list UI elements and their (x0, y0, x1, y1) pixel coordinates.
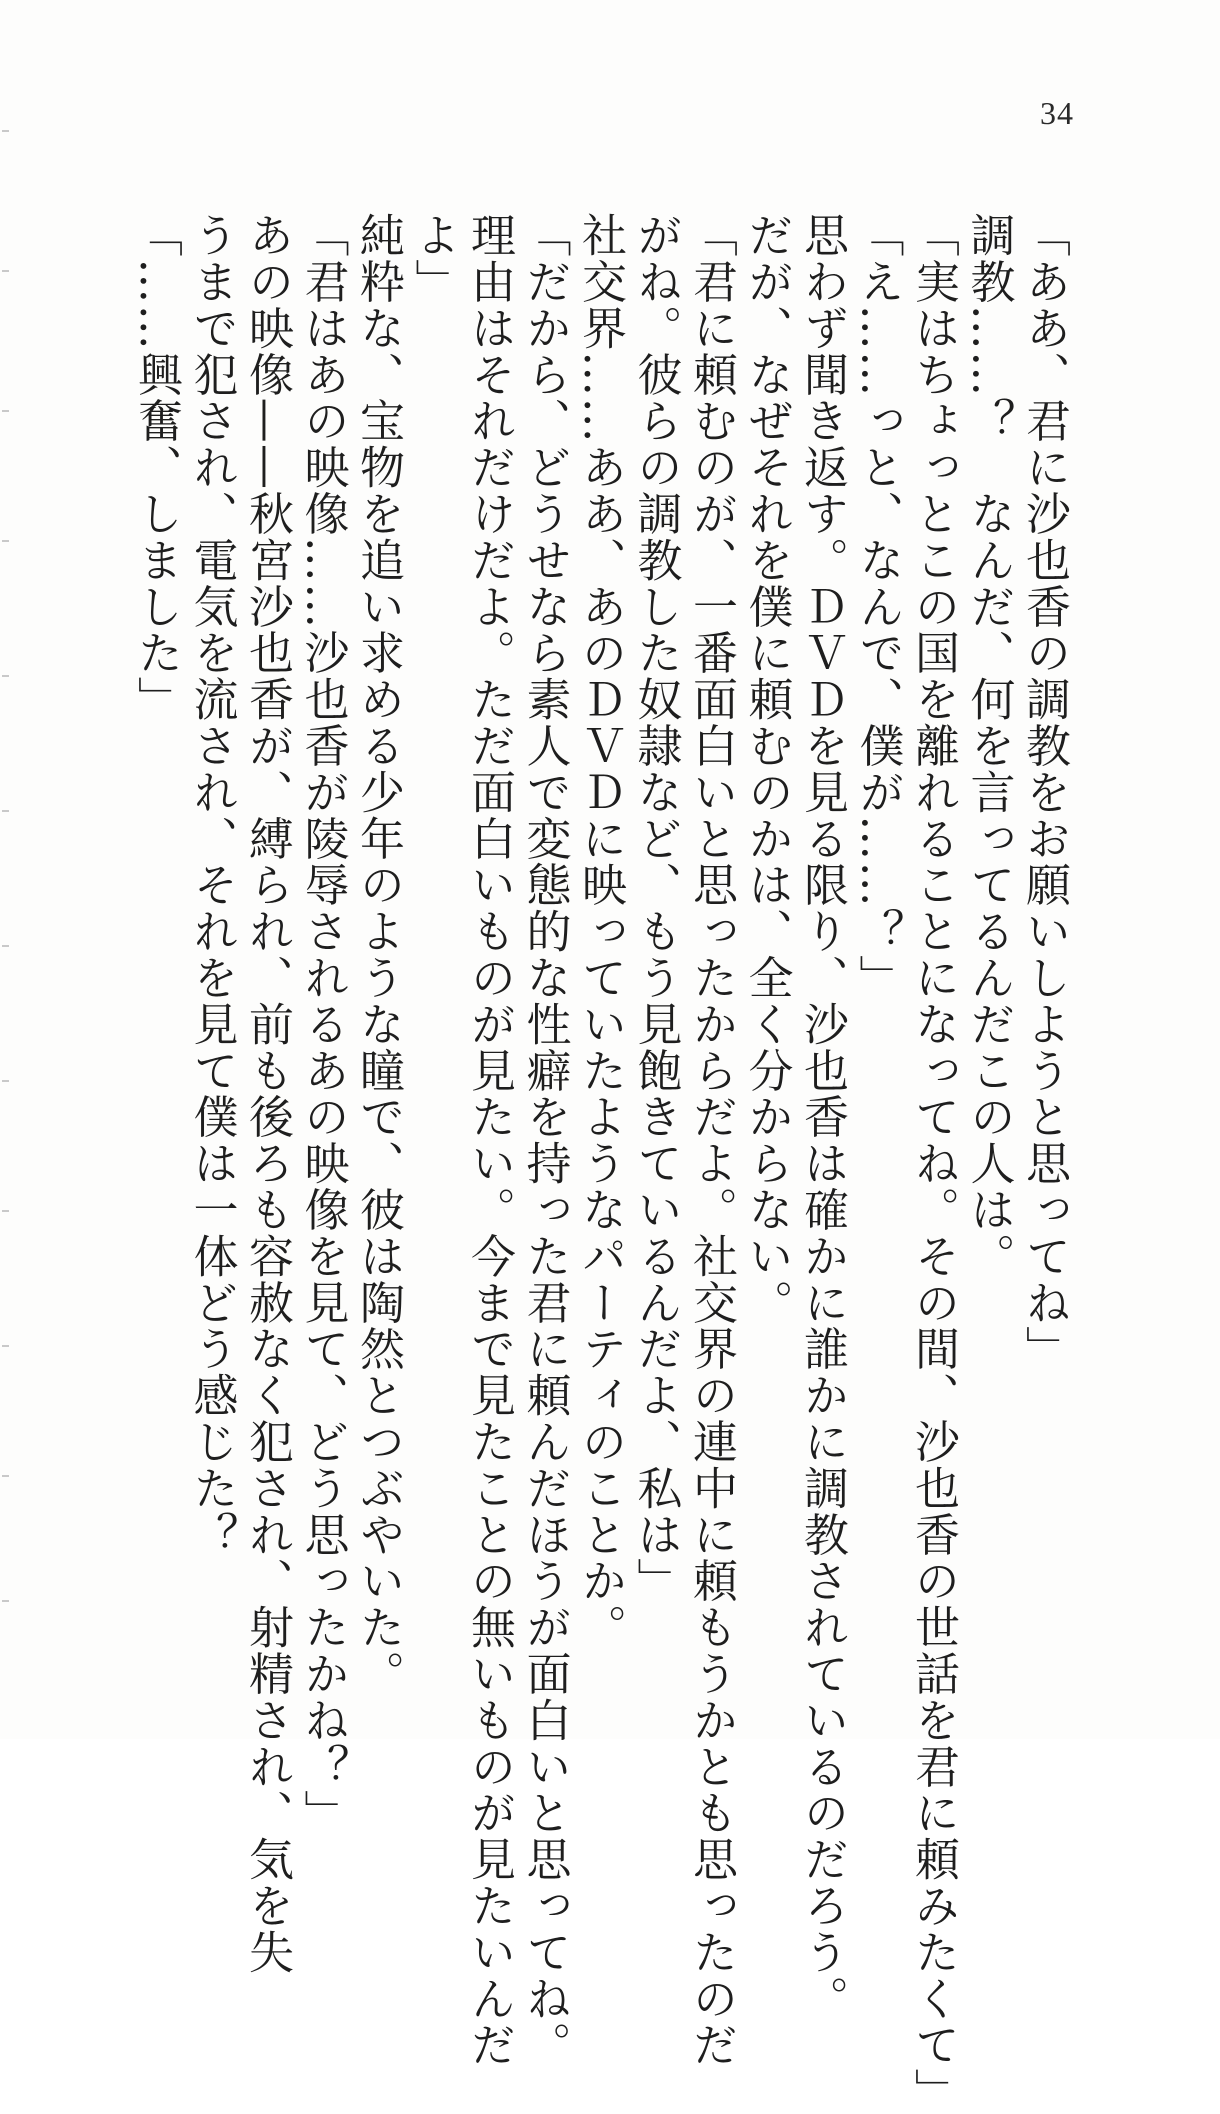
edge-tick (2, 945, 9, 947)
vertical-text-body (129, 212, 1073, 2114)
text-line: 「ああ、君に沙也香の調教をお願いしようと思ってね」 (1018, 212, 1071, 1372)
edge-tick (2, 1080, 9, 1082)
text-line: よ」 (407, 212, 461, 305)
text-line: がね。彼らの調教した奴隷など、もう見飽きているんだよ、私は」 (629, 212, 683, 1604)
edge-tick (2, 540, 9, 542)
edge-tick (2, 1600, 9, 1602)
page-edge-marks (0, 0, 14, 1739)
text-line: 思わず聞き返す。ＤＶＤを見る限り、沙也香は確かに誰かに調教されているのだろう。 (796, 212, 849, 2022)
text-line: 「実はちょっとこの国を離れることになってね。その間、沙也香の世話を君に頼みたくて」 (907, 212, 960, 2114)
text-line: 純粋な、宝物を追い求める少年のような瞳で、彼は陶然とつぶやいた。 (352, 212, 405, 1697)
text-line: 「だから、どうせなら素人で変態的な性癖を持った君に頼んだほうが面白いと思ってね。 (518, 212, 572, 2068)
edge-tick (2, 1210, 9, 1212)
text-line: あの映像——秋宮沙也香が、縛られ、前も後ろも容赦なく犯され、射精され、気を失 (241, 212, 294, 1976)
edge-tick (2, 130, 9, 132)
edge-tick (2, 810, 9, 812)
edge-tick (2, 1345, 9, 1347)
edge-tick (2, 675, 9, 677)
edge-tick (2, 1475, 9, 1477)
text-line: 「え……っと、なんで、僕が……？」 (851, 212, 905, 1001)
text-line: 調教……？ なんだ、何を言ってるんだこの人は。 (962, 212, 1016, 1280)
page-number: 34 (1040, 95, 1074, 131)
edge-tick (2, 410, 9, 412)
text-line: 「君に頼むのが、一番面白いと思ったからだよ。社交界の連中に頼もうかとも思ったのだ (685, 212, 738, 2068)
text-line: うまで犯され、電気を流され、それを見て僕は一体どう感じた？ (185, 212, 239, 1558)
text-line: 理由はそれだけだよ。ただ面白いものが見たい。今まで見たことの無いものが見たいんだ (463, 212, 516, 2068)
text-line: 「君はあの映像……沙也香が陵辱されるあの映像を見て、どう思ったかね？」 (296, 212, 350, 1836)
edge-tick (2, 270, 9, 272)
text-line: だが、なぜそれを僕に頼むのかは、全く分からない。 (740, 212, 794, 1326)
text-line: 「……興奮、しました」 (130, 212, 183, 723)
text-line: 社交界……ああ、あのＤＶＤに映っていたようなパーティのことか。 (574, 212, 627, 1651)
